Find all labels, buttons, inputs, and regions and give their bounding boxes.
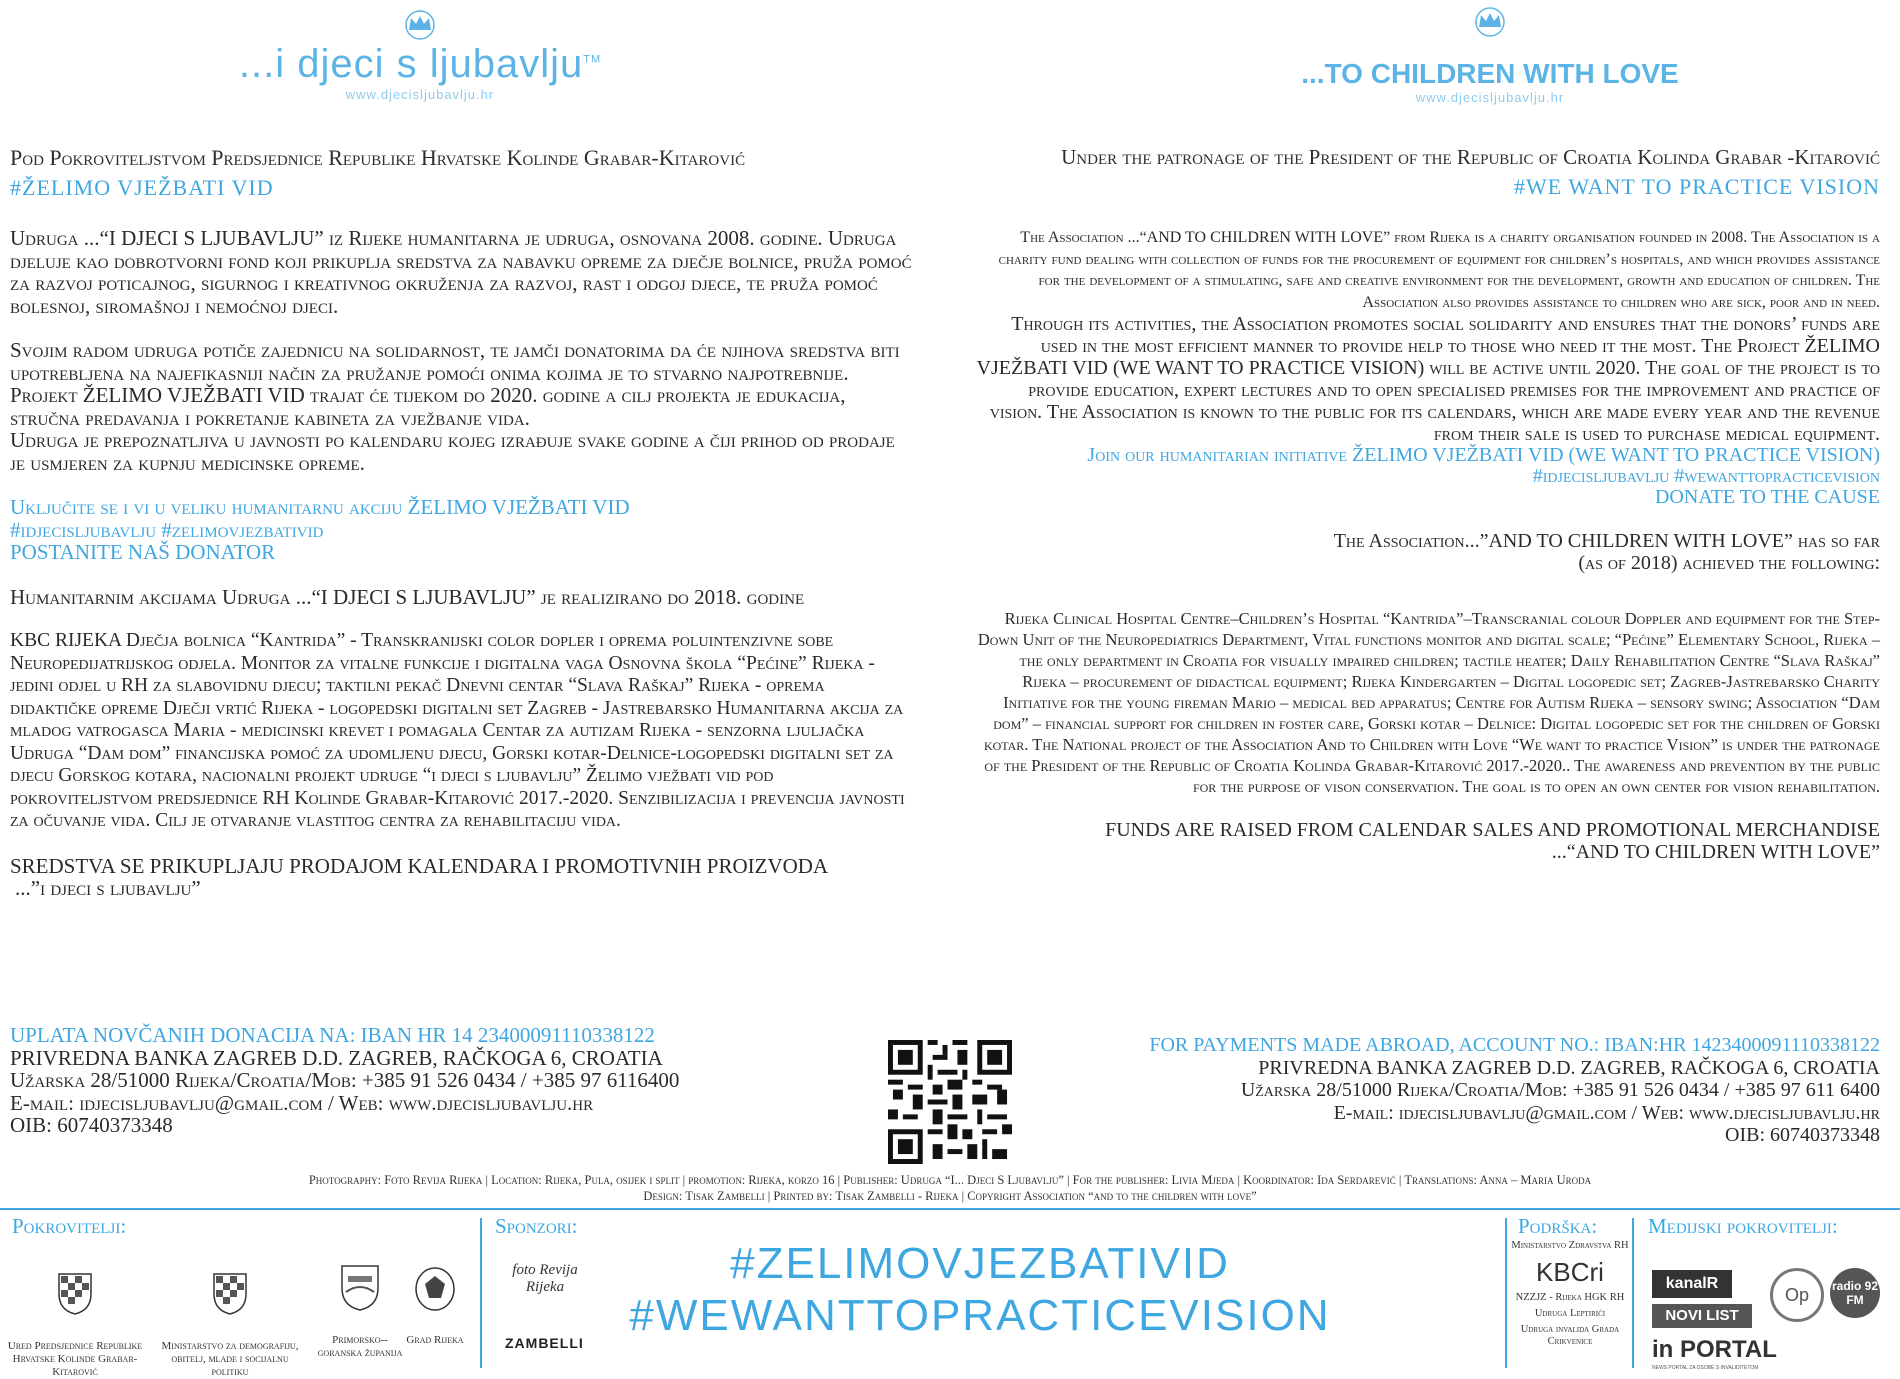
left-paragraph-4: Udruga je prepoznatljiva u javnosti po kalendaru kojeg izrađuje svake godine a čiji prihod od prodaje je usmjeren za kupnju medicinske opreme. <box>10 428 895 475</box>
right-paragraph-1: The Association ...“AND TO CHILDREN WITH LOVE” from Rijeka is a charity organisation founded in 2008. The Association is a charity fund dealing with collection of funds for the procurement of equipment for children’s hospitals, and which provides assistance for the development of a stimulating, safe and creative environment for the development, growth and education of children. The Association also provides assistance to children who are sick, poor and in need. <box>998 229 1880 311</box>
divider-podrska <box>1505 1218 1507 1368</box>
left-paragraph-3: Projekt ŽELIMO VJEŽBATI VID trajat će tijekom do 2020. godine a cilj projekta je edukacija, stručna predavanja i pokretanje kabineta za vježbanje vida. <box>10 383 846 430</box>
big-hashtag-en: #WEWANTTOPRACTICEVISION <box>629 1291 1331 1340</box>
left-funds-2: ...”i djeci s ljubavlju” <box>15 876 201 900</box>
right-payment-label: FOR PAYMENTS MADE ABROAD, ACCOUNT NO.: <box>1149 1034 1605 1056</box>
crown-icon <box>1468 4 1512 40</box>
right-logo-text: ...TO CHILDREN WITH LOVE <box>1301 58 1679 89</box>
media-radio-92 <box>1830 1268 1880 1318</box>
media-label-6: NEWS PORTAL ZA OSOBE S INVALIDITETOM <box>1652 1365 1759 1371</box>
right-patronage: Under the patronage of the President of the Republic of Croatia Kolinda Grabar -Kitarović <box>1061 145 1880 169</box>
big-hashtag-hr: #ZELIMOVJEZBATIVID <box>730 1239 1230 1288</box>
left-logo-text: ...i djeci s ljubavlju <box>238 42 584 86</box>
left-iban: IBAN HR 14 23400091110338122 <box>360 1023 655 1047</box>
media-label-4: radio 92 FM <box>1831 1279 1879 1307</box>
sponsor-zambelli <box>505 1335 590 1351</box>
patron-label-4: Grad Rijeka <box>406 1334 464 1346</box>
tm-mark: TM <box>583 53 602 66</box>
left-cta-3: POSTANITE NAŠ DONATOR <box>10 540 276 564</box>
media-label-2: NOVI LIST <box>1665 1307 1739 1324</box>
left-logo-url: www.djecisljubavlju.hr <box>345 87 495 102</box>
right-achievements-list: Rijeka Clinical Hospital Centre–Children’s Hospital “Kantrida”–Transcranial colour Doppler and equipment for the Step-Down Unit of the Neuropediatrics Department, Vital functions monitor and digital scale; “Pećine” Elementary School, Rijeka – the only department in Croatia for visually impaired children; tactile heater; Daily Rehabilitation Centre “Slava Raškaj” Rijeka – procurement of didactical equipment; Rijeka Kindergarten – Digital logopedic set; Zagreb-Jastrebarsko Charity Initiative for the young fireman Mario – medical bed apparatus; Centre for Autism Rijeka – sensory swing; Association “Dam dom” – financial support for children in foster care, Gorski kotar – Delnice: Digital logopedic set for the children of Gorski kotar. The National project of the Association And to Children with Love “We want to practice Vision” is under the patronage of the President of the Republic of Croatia Kolinda Grabar-Kitarović 2017.-2020.. The awareness and prevention by the public for the purpose of vison conservation. The goal is to open an own center for vision rehabilitation. <box>977 609 1880 796</box>
sponsor-label-1: foto Revija Rijeka <box>512 1262 578 1295</box>
support-label-5: Udruga invalida Grada Crikvenice <box>1520 1324 1620 1347</box>
left-cta-1: Uključite se i vi u veliku humanitarnu akciju ŽELIMO VJEŽBATI VID <box>10 495 630 519</box>
sponzori-title: Sponzori: <box>495 1214 578 1238</box>
crown-icon <box>398 8 442 42</box>
support-list <box>1508 1240 1632 1348</box>
patron-president-office <box>5 1268 145 1379</box>
patron-city <box>400 1266 470 1347</box>
right-funds-2: ...“AND TO CHILDREN WITH LOVE” <box>1551 841 1880 863</box>
divider-sponzori <box>480 1218 482 1368</box>
support-label-2: KBCri <box>1536 1257 1604 1287</box>
right-payment-line <box>975 1034 1880 1057</box>
left-payment <box>10 1024 915 1137</box>
right-contact: E-mail: idjecisljubavlju@gmail.com / Web: www.djecisljubavlju.hr <box>1333 1101 1880 1124</box>
right-logo-url: www.djecisljubavlju.hr <box>1415 90 1565 105</box>
right-title: #WE WANT TO PRACTICE VISION <box>1514 174 1880 199</box>
right-cta-2: #idjecisljubavlju #wewanttopracticevision <box>1532 465 1880 487</box>
right-funds-1: FUNDS ARE RAISED FROM CALENDAR SALES AND PROMOTIONAL MERCHANDISE <box>1105 819 1880 841</box>
left-funds-1: SREDSTVA SE PRIKUPLJAJU PRODAJOM KALENDARA I PROMOTIVNIH PROIZVODA <box>10 853 829 878</box>
footer-divider <box>0 1208 1900 1210</box>
right-bank: PRIVREDNA BANKA ZAGREB D.D. ZAGREB, RAČKOGA 6, CROATIA <box>1258 1056 1880 1079</box>
right-payment <box>975 1034 1880 1147</box>
right-oib: OIB: 60740373348 <box>1725 1124 1880 1146</box>
sponsor-foto-revija <box>505 1262 585 1296</box>
left-contact: E-mail: idjecisljubavlju@gmail.com / Web: www.djecisljubavlju.hr <box>10 1090 594 1115</box>
coat-of-arms-icon <box>338 1262 382 1312</box>
left-oib: OIB: 60740373348 <box>10 1113 173 1137</box>
left-paragraph-2: Svojim radom udruga potiče zajednicu na solidarnost, te jamči donatorima da će njihova sredstva biti upotrebljena na najefikasniji način za pružanje pomoći onima kojima je to stvarno najpotrebnije. <box>10 338 900 385</box>
media-novi-list <box>1652 1304 1752 1328</box>
big-hashtags <box>600 1238 1360 1342</box>
patron-ministry <box>160 1268 300 1379</box>
left-column <box>10 145 915 900</box>
right-iban: IBAN:HR 1423400091110338122 <box>1604 1034 1880 1056</box>
credits <box>0 1172 1900 1204</box>
coat-of-arms-icon <box>55 1268 95 1316</box>
sponsor-label-2: ZAMBELLI <box>505 1335 584 1351</box>
credits-line-1: Photography: Foto Revija Rijeka | Location: Rijeka, Pula, osijek i split | promotion: Rijeka, korzo 16 | Publisher: Udruga “I... Djeci S Ljubavlju” | For the publisher: Livia Mjeda | Koordinator: Ida Serdarević | Translations: Anna – Maria Uroda <box>308 1173 1592 1187</box>
coat-of-arms-icon <box>210 1268 250 1316</box>
patron-county <box>310 1262 410 1360</box>
left-address: Užarska 28/51000 Rijeka/Croatia/Mob: +385 91 526 0434 / +385 97 6116400 <box>10 1068 680 1092</box>
podrska-title: Podrška: <box>1518 1214 1598 1238</box>
patron-label-2: Ministarstvo za demografiju, obitelj, mlade i socijalnu politiku <box>161 1340 299 1378</box>
left-cta-2: #idjecisljubavlju #zelimovjezbativid <box>10 517 324 542</box>
coat-of-arms-icon <box>413 1266 457 1312</box>
right-column <box>975 145 1880 863</box>
left-achieved-heading: Humanitarnim akcijama Udruga ...“I DJECI S LJUBAVLJU” je realizirano do 2018. godine <box>10 584 805 609</box>
support-label-3: NZZJZ - Rijeka HGK RH <box>1515 1292 1625 1303</box>
right-logo <box>1290 4 1690 105</box>
left-logo <box>230 8 610 102</box>
patron-label-1: Ured Predsjednice Republike Hrvatske Kolinde Grabar-Kitarović <box>7 1340 143 1378</box>
divider-medijski <box>1632 1218 1634 1368</box>
media-label-3: Op <box>1784 1285 1809 1305</box>
support-label-1: Ministarstvo Zdravstva RH <box>1511 1240 1629 1251</box>
media-label-5: in PORTAL <box>1652 1336 1777 1363</box>
media-op <box>1770 1268 1824 1322</box>
left-patronage: Pod Pokroviteljstvom Predsjednice Republike Hrvatske Kolinde Grabar-Kitarović <box>10 145 746 170</box>
left-title: #ŽELIMO VJEŽBATI VID <box>10 175 274 200</box>
left-payment-label: UPLATA NOVČANIH DONACIJA NA: <box>10 1023 361 1047</box>
pokrovitelji-title: Pokrovitelji: <box>12 1214 127 1238</box>
support-label-4: Udruga Leptirići <box>1534 1308 1606 1319</box>
right-cta-1: Join our humanitarian initiative ŽELIMO VJEŽBATI VID (WE WANT TO PRACTICE VISION) <box>1087 444 1880 466</box>
right-address: Užarska 28/51000 Rijeka/Croatia/Mob: +385 91 526 0434 / +385 97 611 6400 <box>1240 1079 1880 1101</box>
left-payment-line <box>10 1024 915 1047</box>
credits-line-2: Design: Tisak Zambelli | Printed by: Tisak Zambelli - Rijeka | Copyright Association “and to the children with love” <box>643 1189 1257 1203</box>
media-in-portal <box>1652 1336 1802 1364</box>
right-cta-3: DONATE TO THE CAUSE <box>1654 486 1880 508</box>
media-label-1: kanalR <box>1665 1275 1719 1292</box>
media-in-portal-tagline <box>1652 1365 1802 1371</box>
left-achievements-list: KBC RIJEKA Dječja bolnica “Kantrida” - Transkranijski color dopler i oprema poluintenzivne sobe Neuropedijatrijskog odjela. Monitor za vitalne funkcije i digitalna vaga Osnovna škola “Pećine” Rijeka - jedini odjel u RH za slabovidnu djecu; taktilni pekač Dnevni centar “Slava Raškaj” Rijeka - oprema didaktičke opreme Dječji vrtić Rijeka - logopedski digitalni set Zagreb - Jastrebarsko Humanitarna akcija za mladog vatrogasca Maria - medicinski krevet i pomagala Centar za autizam Rijeka - senzorna ljuljačka Udruga “Dam dom” financijska pomoć za udomljenu djecu, Gorski kotar-Delnice-logopedski digitalni set za djecu Gorskog kotara, nacionalni projekt udruge “i djeci s ljubavlju” Želimo vježbati vid pod pokroviteljstvom predsjednice RH Kolinde Grabar-Kitarović 2017.-2020. Senzibilizacija i prevencija javnosti za očuvanje vida. Cilj je otvaranje vlastitog centra za rehabilitaciju vida. <box>10 630 905 831</box>
medijski-title: Medijski pokrovitelji: <box>1648 1214 1838 1238</box>
right-paragraph-2: Through its activities, the Association promotes social solidarity and ensures that the donors’ funds are used in the most efficient manner to provide help to those who need it the most. The Project ŽELIMO VJEŽBATI VID (WE WANT TO PRACTICE VISION) will be active until 2020. The goal of the project is to provide education, expert lectures and to open specialised premises for the improvement and practice of vision. The Association is known to the public for its calendars, which are made every year and the revenue from their sale is used to purchase medical equipment. <box>976 313 1880 445</box>
left-bank: PRIVREDNA BANKA ZAGREB D.D. ZAGREB, RAČKOGA 6, CROATIA <box>10 1045 663 1070</box>
patron-label-3: Primorsko--goranska županija <box>317 1334 403 1359</box>
right-achieved-heading: The Association...”AND TO CHILDREN WITH LOVE” has so far (as of 2018) achieved the following: <box>1333 530 1880 574</box>
left-paragraph-1: Udruga ...“I DJECI S LJUBAVLJU” iz Rijeke humanitarna je udruga, osnovana 2008. godine. Udruga djeluje kao dobrotvorni fond koji prikuplja sredstva za nabavku opreme za dječje bolnice, pruža pomoć za razvoj poticajnog, sigurnog i kreativnog okruženja za razvoj, rast i odgoj djece, te pruža pomoć bolesnoj, siromašnoj i nemoćnoj djeci. <box>10 226 912 318</box>
media-kanal-r <box>1652 1270 1732 1298</box>
